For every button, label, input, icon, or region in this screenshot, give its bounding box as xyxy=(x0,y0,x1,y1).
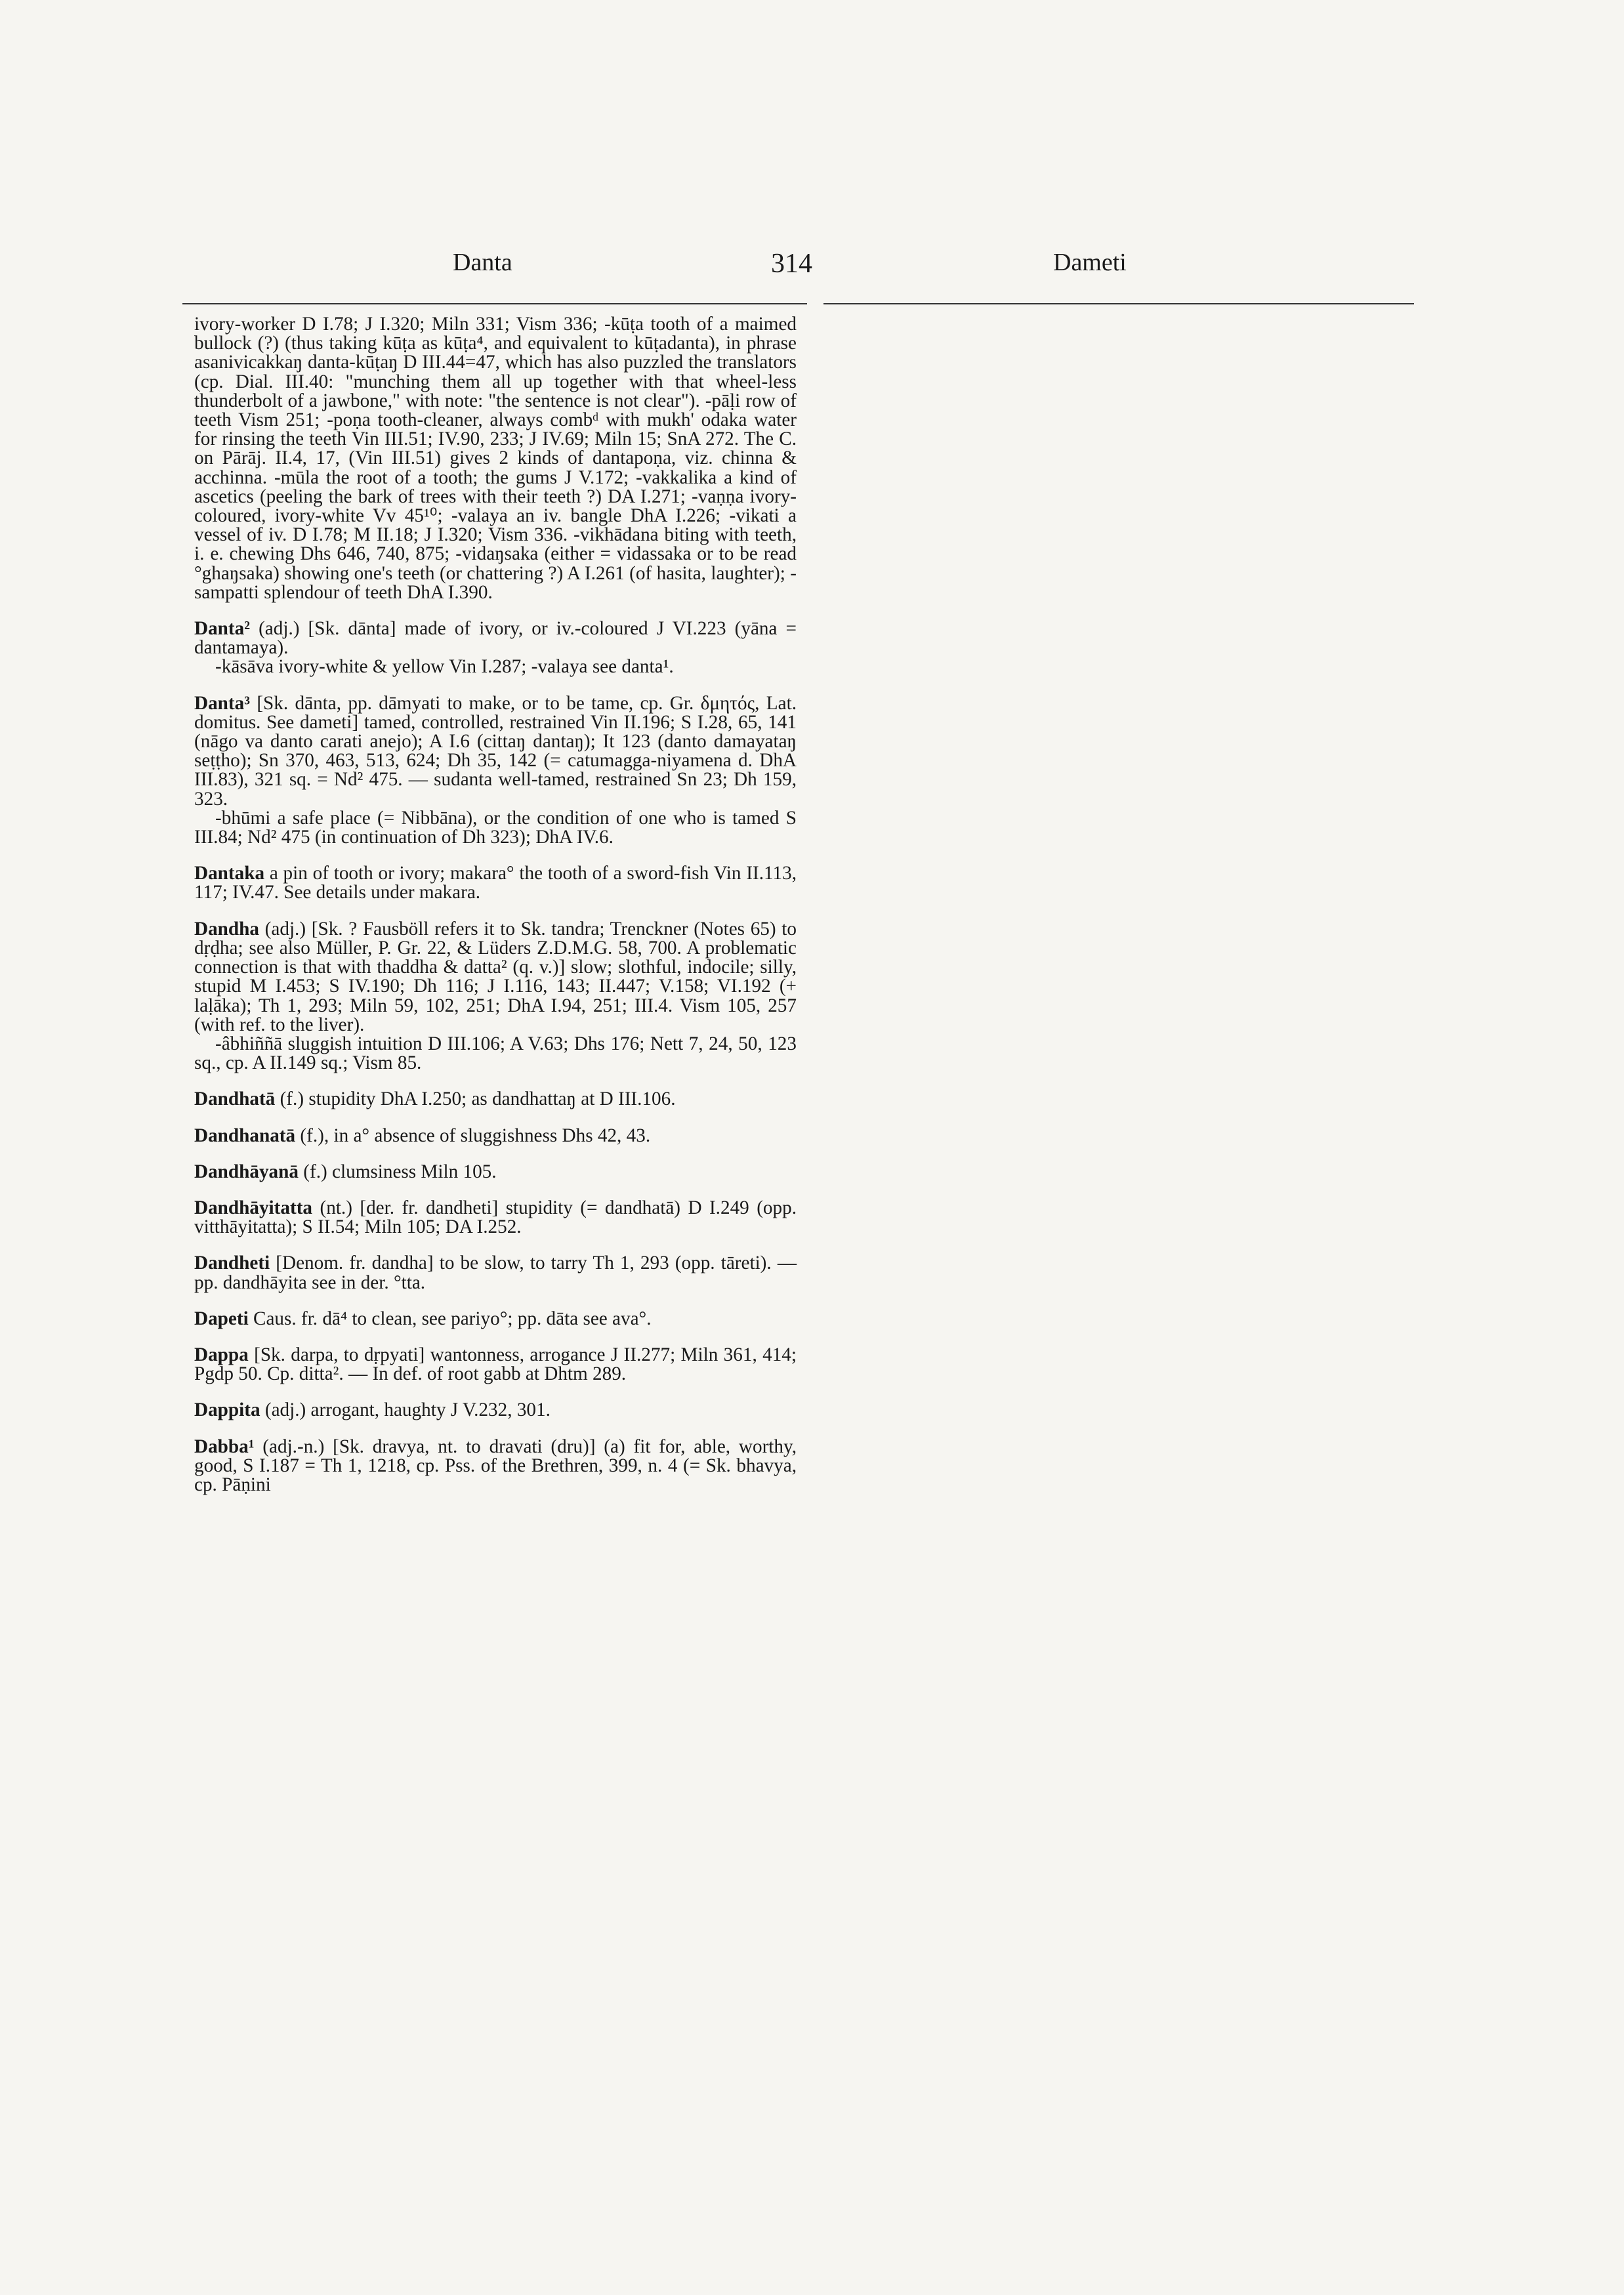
entry-text xyxy=(194,1254,797,1292)
dictionary-entry xyxy=(194,864,797,902)
compound-subentry: -kāsāva ivory-white & yellow Vin I.287; -valaya see danta¹. xyxy=(215,656,674,678)
entry-definition: (f.), in a° absence of sluggishness Dhs 42, 43. xyxy=(300,1125,651,1146)
entry-text xyxy=(194,1346,797,1384)
entry-text xyxy=(194,1090,797,1109)
entry-text xyxy=(194,920,797,1035)
header-rule-left xyxy=(182,303,807,304)
page-number: 314 xyxy=(771,249,812,279)
headword: Dandhāyanā xyxy=(194,1161,299,1182)
dictionary-entry xyxy=(194,920,797,1073)
running-header-right: Dameti xyxy=(1053,249,1127,276)
headword: Dandhatā xyxy=(194,1088,276,1110)
dictionary-entry xyxy=(194,1401,797,1420)
headword: Dappa xyxy=(194,1344,249,1365)
headword: Dandhāyitatta xyxy=(194,1197,313,1218)
dictionary-entry xyxy=(194,1199,797,1237)
entry-text xyxy=(194,694,797,809)
entry-definition: (adj.) [Sk. ? Fausböll refers it to Sk. tandra; Trenckner (Notes 65) to dṛḍha; see also Müller, P. Gr. 22, & Lüders Z.D.M.G. 58, 700. A problematic connection is that with thaddha & datta² (q. v.)] slow; slothful, indocile; silly, stupid M I.453; S IV.190; Dh 116; J I.116, 143; II.447; V.158; VI.192 (+ laḷāka); Th 1, 293; Miln 59, 102, 251; DhA I.94, 251; III.4. Vism 105, 257 (with ref. to the liver). xyxy=(194,918,797,1035)
headword: Dapeti xyxy=(194,1308,249,1329)
running-header-left: Danta xyxy=(453,249,512,276)
entry-definition: a pin of tooth or ivory; makara° the tooth of a sword-fish Vin II.113, 117; IV.47. See details under makara. xyxy=(194,863,797,903)
entry-definition: (f.) stupidity DhA I.250; as dandhattaŋ at D III.106. xyxy=(280,1088,676,1110)
compound-subentry: -bhūmi a safe place (= Nibbāna), or the condition of one who is tamed S III.84; Nd² 475 (in continuation of Dh 323); DhA IV.6. xyxy=(194,807,797,848)
dictionary-entry xyxy=(194,1310,797,1329)
entry-definition: (adj.) arrogant, haughty J V.232, 301. xyxy=(264,1399,551,1421)
headword: Danta² xyxy=(194,618,250,640)
dictionary-entry xyxy=(194,1163,797,1182)
headword: Dappita xyxy=(194,1399,260,1421)
dictionary-entry xyxy=(194,619,797,677)
entry-definition: (adj.-n.) [Sk. dravya, nt. to dravati (dru)] (a) fit for, able, worthy, good, S I.187 = Th 1, 1218, cp. Pss. of the Brethren, 399, n. 4 (= Sk. bhavya, cp. Pāṇini xyxy=(194,1436,797,1495)
entry-definition: (nt.) [der. fr. dandheti] stupidity (= dandhatā) D I.249 (opp. vitthāyitatta); S II.54; Miln 105; DA I.252. xyxy=(194,1197,797,1238)
headword: Dandheti xyxy=(194,1252,270,1274)
entry-text xyxy=(194,864,797,902)
entry-definition: [Sk. darpa, to dṛpyati] wantonness, arrogance J II.277; Miln 361, 414; Pgdp 50. Cp. ditta². — In def. of root gabb at Dhtm 289. xyxy=(194,1344,797,1385)
entry-definition: Caus. fr. dā⁴ to clean, see pariyo°; pp. dāta see ava°. xyxy=(253,1308,652,1329)
dictionary-entry xyxy=(194,315,797,602)
dictionary-entry xyxy=(194,1346,797,1384)
entry-text xyxy=(194,1401,797,1420)
headword: Dandha xyxy=(194,918,259,940)
left-column xyxy=(194,315,797,1512)
dictionary-entry xyxy=(194,1090,797,1109)
dictionary-entry xyxy=(194,1254,797,1292)
entry-text xyxy=(194,1127,797,1146)
headword: Dandhanatā xyxy=(194,1125,296,1146)
entry-text xyxy=(194,1199,797,1237)
entry-text xyxy=(194,1437,797,1495)
compound-subentry: -âbhiññā sluggish intuition D III.106; A V.63; Dhs 176; Nett 7, 24, 50, 123 sq., cp. A II.149 sq.; Vism 85. xyxy=(194,1033,797,1074)
entry-definition: [Denom. fr. dandha] to be slow, to tarry Th 1, 293 (opp. tāreti). — pp. dandhāyita see in der. °tta. xyxy=(194,1252,797,1293)
dictionary-entry xyxy=(194,694,797,848)
entry-definition: ivory-worker D I.78; J I.320; Miln 331; Vism 336; -kūṭa tooth of a maimed bullock (?) (thus taking kūṭa as kūṭa⁴, and equivalent to kūṭadanta), in phrase asanivicakkaŋ danta-kūṭaŋ D III.44=47, which has also puzzled the translators (cp. Dial. III.40: "munching them all up together with that wheel-less thunderbolt of a jawbone," with note: "the sentence is not clear"). -pāḷi row of teeth Vism 251; -poṇa tooth-cleaner, always combᵈ with mukh' odaka water for rinsing the teeth Vin III.51; IV.90, 233; J IV.69; Miln 15; SnA 272. The C. on Pārāj. II.4, 17, (Vin III.51) gives 2 kinds of dantapoṇa, viz. chinna & acchinna. -mūla the root of a tooth; the gums J V.172; -vakkalika a kind of ascetics (peeling the bark of trees with their teeth ?) DA I.271; -vaṇṇa ivory-coloured, ivory-white Vv 45¹⁰; -valaya an iv. bangle DhA I.226; -vikati a vessel of iv. D I.78; M II.18; J I.320; Vism 336. -vikhādana biting with teeth, i. e. chewing Dhs 646, 740, 875; -vidaŋsaka (either = vidassaka or to be read °ghaŋsaka) showing one's teeth (or chattering ?) A I.261 (of hasita, laughter); -sampatti splendour of teeth DhA I.390. xyxy=(194,314,797,603)
entry-definition: (adj.) [Sk. dānta] made of ivory, or iv.-coloured J VI.223 (yāna = dantamaya). xyxy=(194,618,797,659)
headword: Dabba¹ xyxy=(194,1436,255,1457)
entry-text xyxy=(194,1310,797,1329)
entry-text xyxy=(194,315,797,602)
header-rule-right xyxy=(823,303,1414,304)
entry-definition: [Sk. dānta, pp. dāmyati to make, or to be tame, cp. Gr. δμητός, Lat. domitus. See dameti] tamed, controlled, restrained Vin II.196; S I.28, 65, 141 (nāgo va danto carati anejo); A I.6 (cittaŋ dantaŋ); It 123 (danto damayataŋ seṭṭho); Sn 370, 463, 513, 624; Dh 35, 142 (= catumagga-niyamena d. DhA III.83), 321 sq. = Nd² 475. — sudanta well-tamed, restrained Sn 23; Dh 159, 323. xyxy=(194,692,797,810)
dictionary-entry xyxy=(194,1127,797,1146)
headword: Danta³ xyxy=(194,692,250,714)
dictionary-entry xyxy=(194,1437,797,1495)
entry-text xyxy=(194,1163,797,1182)
entry-text xyxy=(194,619,797,657)
entry-definition: (f.) clumsiness Miln 105. xyxy=(303,1161,497,1182)
headword: Dantaka xyxy=(194,863,265,884)
